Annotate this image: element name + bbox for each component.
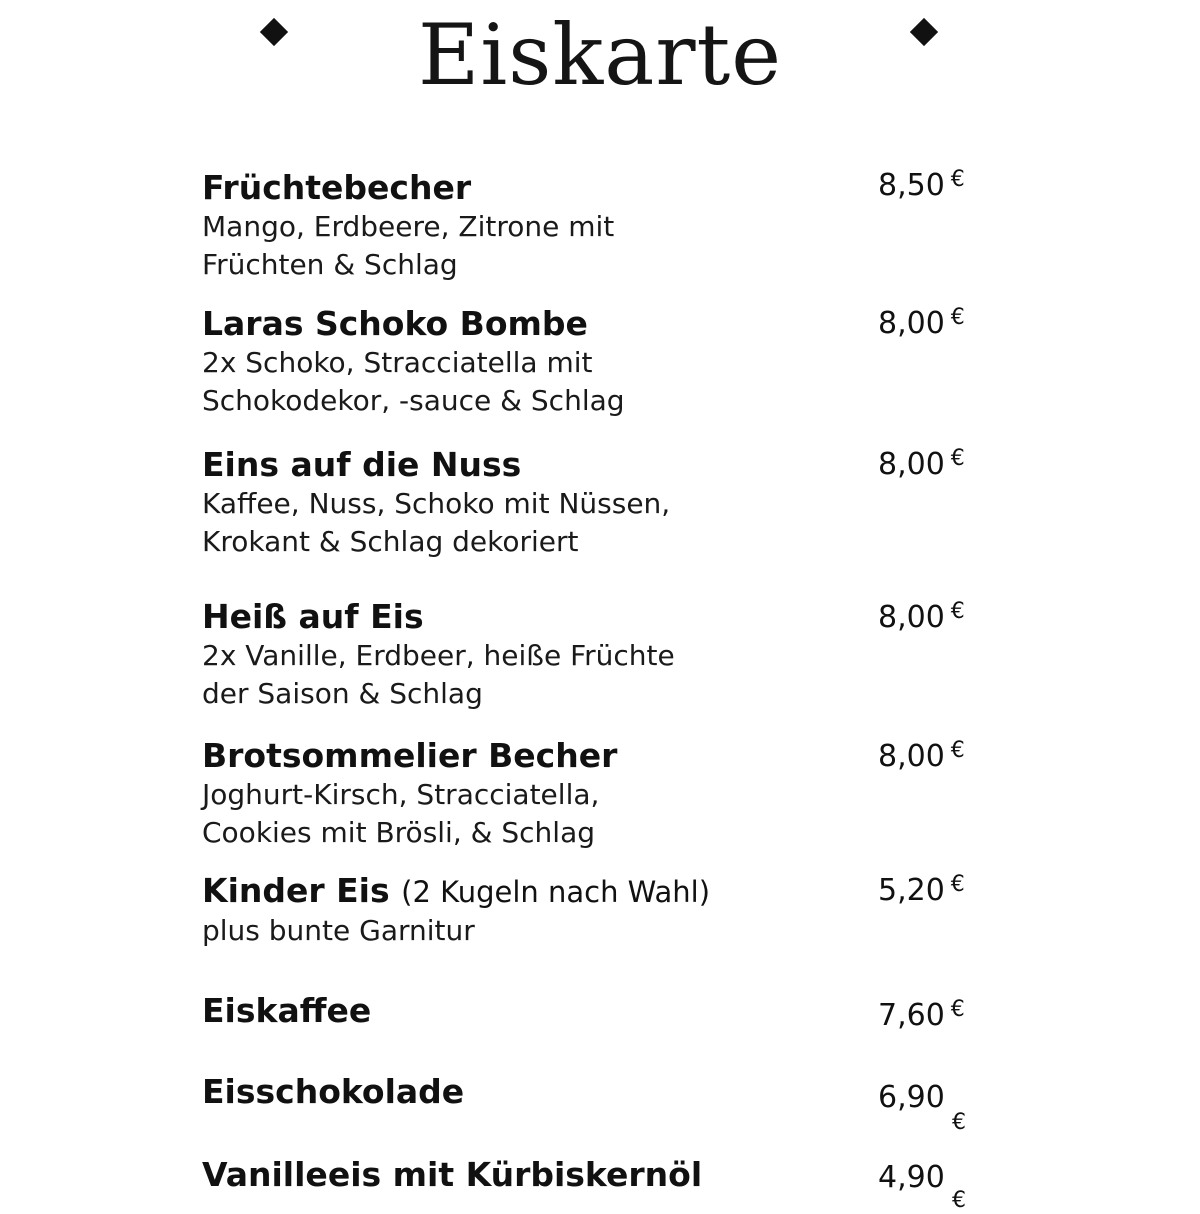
price-value: 8,00 (878, 447, 945, 482)
menu-item-heiss-auf-eis (202, 598, 982, 712)
menu-item-brotsommelier-becher (202, 737, 982, 851)
menu-item-name: Vanilleeis mit Kürbiskernöl (202, 1155, 703, 1194)
euro-sign: € (950, 305, 965, 330)
menu-item-price (878, 998, 965, 1034)
menu-item-description-line-1: Mango, Erdbeere, Zitrone mit (202, 210, 615, 243)
menu-item-name: Laras Schoko Bombe (202, 304, 588, 343)
menu-item-vanilleeis-mit-kuerbiskernoel (202, 1156, 982, 1194)
menu-item-name (202, 872, 982, 911)
menu-item-description-line-1: Kaffee, Nuss, Schoko mit Nüssen, (202, 487, 671, 520)
euro-sign: € (950, 446, 965, 471)
menu-item-name: Brotsommelier Becher (202, 736, 618, 775)
menu-item-kinder-eis (202, 872, 982, 949)
menu-item-price (878, 168, 965, 204)
menu-item-description-line-2: Cookies mit Brösli, & Schlag (202, 816, 595, 849)
euro-sign: € (950, 599, 965, 624)
menu-item-description-line-2: der Saison & Schlag (202, 677, 483, 710)
menu-item-name: Heiß auf Eis (202, 597, 424, 636)
menu-item-price (878, 447, 965, 483)
menu-item-price (878, 739, 965, 775)
menu-item-name: Eins auf die Nuss (202, 445, 522, 484)
euro-sign: € (950, 997, 965, 1022)
price-value: 4,90 (878, 1160, 945, 1195)
menu-item-eiskaffee (202, 992, 982, 1030)
euro-sign: € (950, 167, 965, 192)
euro-sign: € (952, 1110, 966, 1135)
menu-item-fruechtebecher (202, 169, 982, 283)
menu-item-description-line-1: 2x Schoko, Stracciatella mit (202, 346, 593, 379)
price-value: 7,60 (878, 998, 945, 1033)
menu-item-name: Eiskaffee (202, 991, 372, 1030)
menu-item-description-line-1: Joghurt-Kirsch, Stracciatella, (202, 778, 600, 811)
menu-item-name: Eisschokolade (202, 1072, 465, 1111)
menu-item-laras-schoko-bombe (202, 305, 982, 419)
price-value: 8,00 (878, 306, 945, 341)
menu-item-note: (2 Kugeln nach Wahl) (401, 875, 711, 909)
menu-item-eisschokolade (202, 1073, 982, 1111)
menu-item-description-line-1: plus bunte Garnitur (202, 914, 475, 947)
euro-sign: € (950, 872, 965, 897)
price-value: 6,90 (878, 1080, 945, 1115)
menu-item-eins-auf-die-nuss (202, 446, 982, 560)
menu-item-name: Früchtebecher (202, 168, 472, 207)
menu-item-price (878, 873, 965, 909)
menu-item-price (878, 600, 965, 636)
price-value: 5,20 (878, 873, 945, 908)
menu-item-name-text: Kinder Eis (202, 871, 390, 910)
euro-sign: € (952, 1188, 966, 1213)
euro-sign: € (950, 738, 965, 763)
menu-item-price (878, 306, 965, 342)
menu-item-price (878, 1080, 945, 1116)
menu-item-description-line-1: 2x Vanille, Erdbeer, heiße Früchte (202, 639, 675, 672)
price-value: 8,00 (878, 600, 945, 635)
price-value: 8,50 (878, 168, 945, 203)
menu-item-description-line-2: Früchten & Schlag (202, 248, 458, 281)
menu-item-description-line-2: Schokodekor, -sauce & Schlag (202, 384, 625, 417)
menu-title: Eiskarte (418, 6, 782, 104)
menu-item-description-line-2: Krokant & Schlag dekoriert (202, 525, 579, 558)
price-value: 8,00 (878, 739, 945, 774)
menu-item-price (878, 1160, 945, 1196)
